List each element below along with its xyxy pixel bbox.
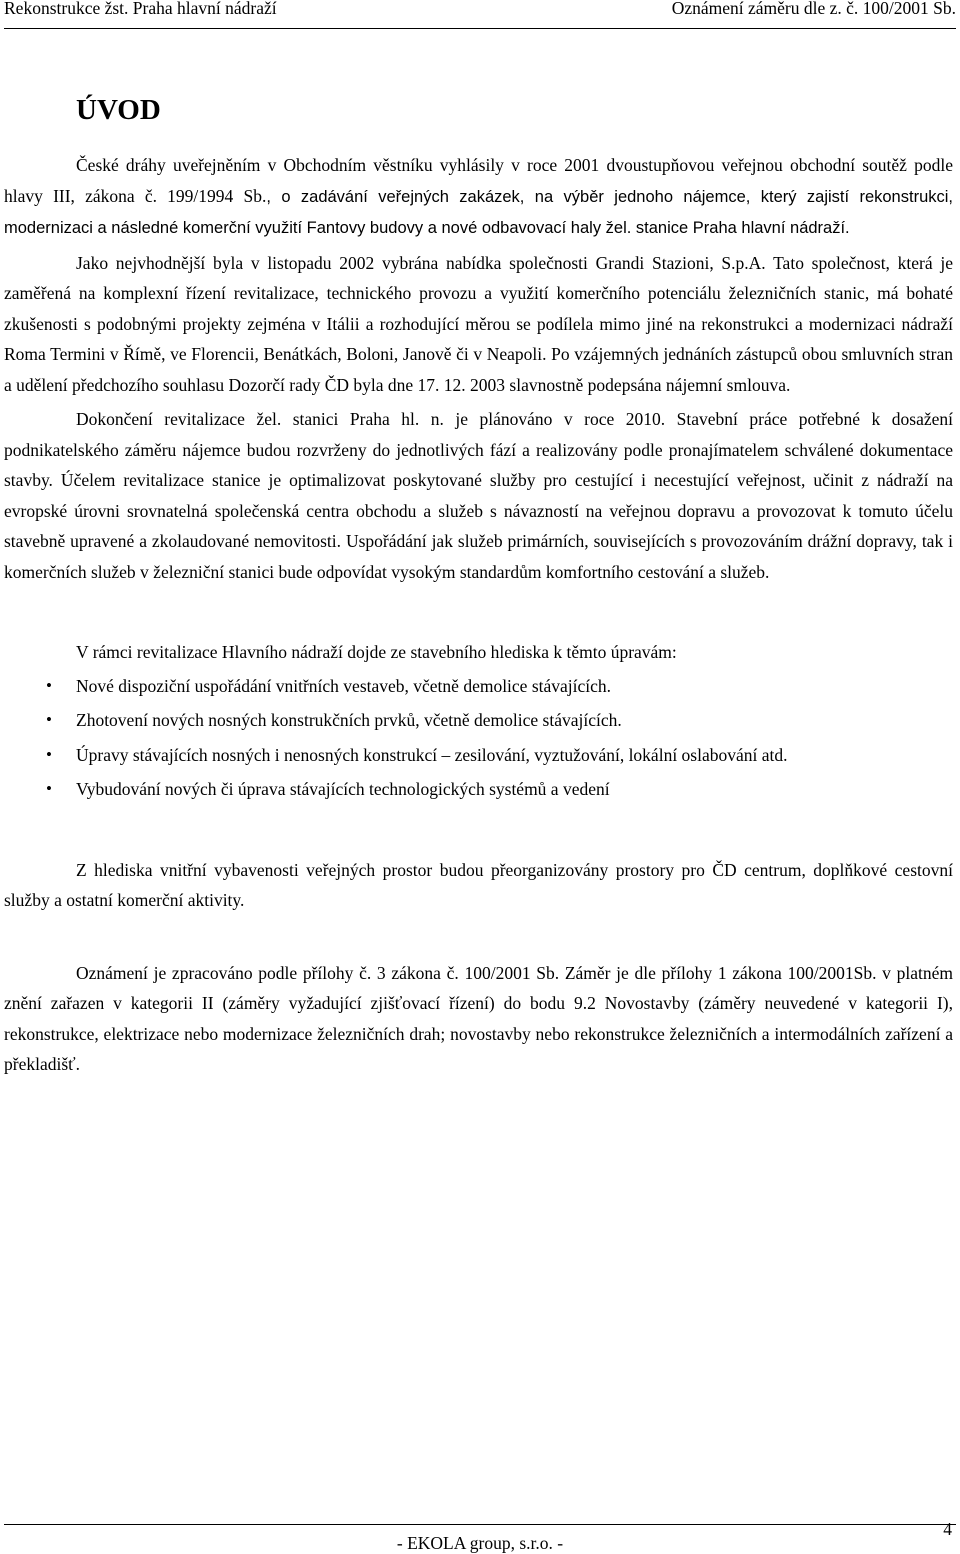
list-item	[4, 671, 953, 702]
list-item	[4, 705, 953, 736]
paragraph-completion: Dokončení revitalizace žel. stanici Praha hl. n. je plánováno v roce 2010. Stavební práce potřebné k dosažení podnikatelského záměru nájemce budou rozvrženy do jednotlivých fází a realizovány podle pronajímatelem schválené dokumentace stavby. Účelem revitalizace stanice je optimalizovat poskytované služby pro cestující i necestující veřejnost, učinit z nádraží na evropské úrovni srovnatelná společenská centra obchodu a služeb s návazností na veřejnou dopravu a provozovat k tomuto účelu stavebně upravené a zkolaudované nemovitosti. Uspořádání jak služeb primárních, souvisejících s provozováním drážní dopravy, tak i komerčních služeb v železniční stanici bude odpovídat vysokým standardům komfortního cestování a služeb.	[4, 409, 953, 582]
bullet-icon: •	[46, 744, 52, 764]
footer-company: - EKOLA group, s.r.o. -	[396, 1533, 564, 1553]
paragraph-intro-part1: České dráhy uveřejněním v Obchodním věstníku vyhlásily v roce 2001 dvoustupňovou veřejnou obchodní soutěž podle hlavy III, zákona č. 199/1994 Sb.	[4, 155, 953, 206]
bullet-icon: •	[46, 710, 52, 729]
page-number: 4	[943, 1519, 952, 1539]
header-notice-title: Oznámení záměru dle z. č. 100/2001 Sb.	[671, 0, 956, 18]
section-title: ÚVOD	[76, 94, 161, 126]
list-item-text: Vybudování nových či úprava stávajících technologických systémů a vedení	[76, 779, 610, 799]
page-footer	[4, 1519, 956, 1553]
page-content	[4, 88, 953, 1080]
paragraph-intro	[4, 150, 953, 244]
bullet-icon: •	[46, 779, 52, 798]
list-item-text: Úpravy stávajících nosných i nenosných konstrukcí – zesilování, vyztužování, lokální oslabování atd.	[76, 744, 788, 765]
list-item	[4, 740, 953, 771]
paragraph-modifications-intro: V rámci revitalizace Hlavního nádraží dojde ze stavebního hlediska k těmto úpravám:	[76, 642, 677, 662]
page-header	[4, 0, 956, 29]
paragraph-interior: Z hlediska vnitřní vybavenosti veřejných prostor budou přeorganizovány prostory pro ČD centrum, doplňkové cestovní služby a ostatní komerční aktivity.	[4, 859, 953, 910]
paragraph-selection: Jako nejvhodnější byla v listopadu 2002 vybrána nabídka společnosti Grandi Stazioni, S.p.A. Tato společnost, která je zaměřená na komplexní řízení revitalizace, technického provozu a využití komerčního potenciálu železničních stanic, má bohaté zkušenosti s podobnými projekty zejména v Itálii a rozhodující měrou se podílela mimo jiné na rekonstrukci a modernizaci nádraží Roma Termini v Římě, ve Florencii, Benátkách, Boloni, Janově či v Neapoli. Po vzájemných jednáních zástupců obou smluvních stran a udělení předchozího souhlasu Dozorčí rady ČD byla dne 17. 12. 2003 slavnostně podepsána nájemní smlouva.	[4, 252, 953, 395]
bullet-icon: •	[46, 675, 52, 695]
modifications-list	[4, 671, 953, 805]
list-item-text: Zhotovení nových nosných konstrukčních prvků, včetně demolice stávajících.	[76, 710, 622, 730]
list-item-text: Nové dispoziční uspořádání vnitřních vestaveb, včetně demolice stávajících.	[76, 675, 612, 696]
header-document-title: Rekonstrukce žst. Praha hlavní nádraží	[4, 0, 277, 18]
paragraph-intro-part2: , o zadávání veřejných zakázek, na výběr jednoho nájemce, který zajistí rekonstrukci, modernizaci a následné komerční využití Fantovy budovy a nové odbavovací haly žel. stanice Praha hlavní nádraží.	[4, 187, 953, 237]
list-item	[4, 774, 953, 805]
paragraph-legal-basis: Oznámení je zpracováno podle přílohy č. 3 zákona č. 100/2001 Sb. Záměr je dle přílohy 1 zákona 100/2001Sb. v platném znění zařazen v kategorii II (záměry vyžadující zjišťovací řízení) do bodu 9.2 Novostavby (záměry neuvedené v kategorii I), rekonstrukce, elektrizace nebo modernizace železničních drah; novostavby nebo rekonstrukce železničních a intermodálních zařízení a překladišť.	[4, 962, 953, 1074]
